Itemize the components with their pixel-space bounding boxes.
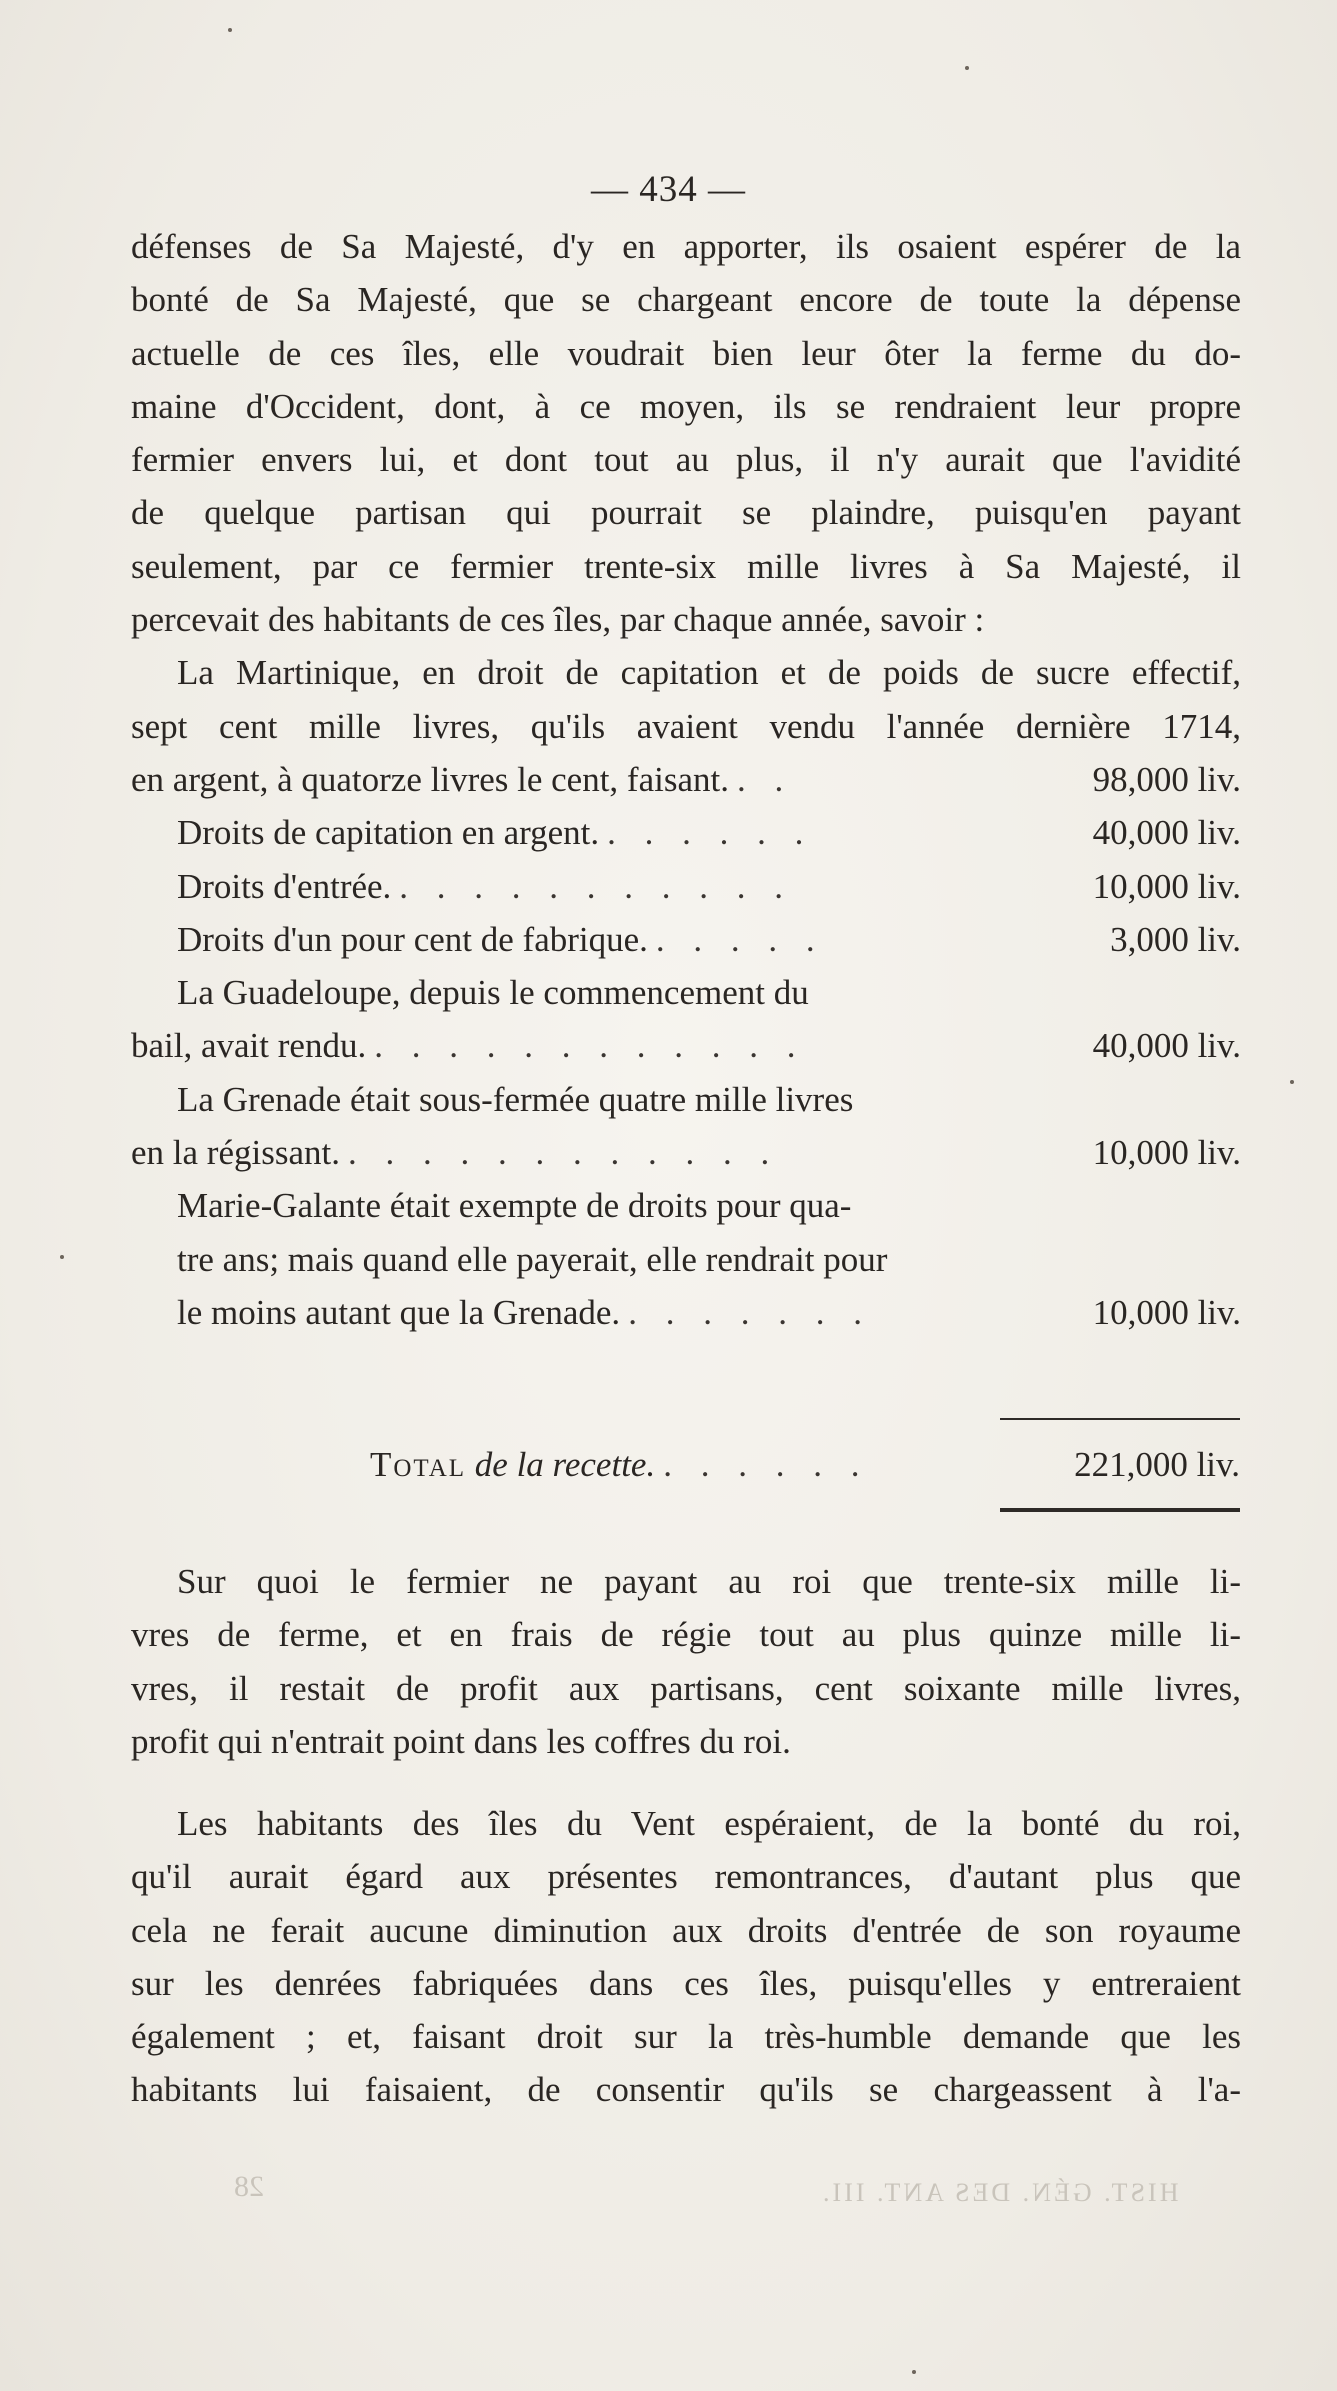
text-line: de quelque partisan qui pourrait se plaindre, puisqu'en payant — [131, 493, 1241, 533]
total-row — [370, 1438, 1240, 1491]
total-label — [370, 1438, 655, 1491]
total-double-rule — [1000, 1508, 1240, 1512]
leader-dots: . . — [736, 759, 794, 799]
entry-label: Droits de capitation en argent. — [177, 813, 600, 853]
sum-rule — [1000, 1418, 1240, 1420]
text-line: sept cent mille livres, qu'ils avaient vendu l'année dernière 1714, — [131, 706, 1241, 746]
entry-label-line: La Guadeloupe, depuis le commencement du — [177, 973, 809, 1013]
text-line: habitants lui faisaient, de consentir qu'ils se chargeassent à l'a- — [131, 2070, 1241, 2110]
entry-label: en la régissant. — [131, 1133, 340, 1173]
paragraph-3 — [131, 1797, 1241, 2117]
revenue-entry-martinique — [131, 753, 1241, 806]
revenue-entry-capitation — [131, 806, 1241, 859]
paragraph-2 — [131, 1555, 1241, 1768]
entry-amount: 98,000 liv. — [1092, 759, 1241, 799]
text-line: profit qui n'entrait point dans les coffres du roi. — [131, 1721, 791, 1761]
text-line: vres, il restait de profit aux partisans, cent soixante mille livres, — [131, 1668, 1241, 1708]
text-line: percevait des habitants de ces îles, par chaque année, savoir : — [131, 600, 985, 640]
entry-amount: 3,000 liv. — [1110, 919, 1241, 959]
leader-dots: . . . . . . . . . . . — [399, 866, 794, 906]
leader-dots: . . . . . . . . . . . . — [374, 1026, 806, 1066]
speck — [912, 2370, 916, 2374]
revenue-entry-grenade — [131, 1126, 1241, 1179]
leader-dots: . . . . . . — [663, 1445, 870, 1484]
entry-label: en argent, à quatorze livres le cent, faisant. — [131, 759, 729, 799]
total-label-caps: Total — [370, 1445, 467, 1484]
text-line: défenses de Sa Majesté, d'y en apporter, ils osaient espérer de la — [131, 227, 1241, 266]
entry-label-line: Marie-Galante était exempte de droits pour qua- — [177, 1186, 852, 1226]
bleed-signature-title: HIST. GÉN. DES ANT. III. — [820, 2178, 1179, 2207]
paragraph-1 — [131, 220, 1241, 1339]
page-number: — 434 — — [591, 169, 746, 210]
entry-amount: 10,000 liv. — [1092, 866, 1241, 906]
revenue-entry-marie-galante — [131, 1286, 1241, 1339]
total-label-italic: de la recette. — [474, 1445, 656, 1484]
text-line: actuelle de ces îles, elle voudrait bien leur ôter la ferme du do- — [131, 333, 1241, 373]
leader-dots: . . . . . . . . . . . . — [347, 1133, 780, 1173]
text-line: La Martinique, en droit de capitation et de poids de sucre effectif, — [177, 653, 1241, 693]
entry-amount: 10,000 liv. — [1092, 1292, 1241, 1332]
entry-label-line: La Grenade était sous-fermée quatre mille livres — [177, 1079, 854, 1119]
speck — [965, 66, 969, 70]
entry-label: le moins autant que la Grenade. — [177, 1292, 621, 1332]
text-line: seulement, par ce fermier trente-six mille livres à Sa Majesté, il — [131, 546, 1241, 586]
bleed-signature-number: 28 — [234, 2170, 264, 2203]
speck — [1290, 1080, 1294, 1084]
entry-amount: 40,000 liv. — [1092, 1026, 1241, 1066]
speck — [228, 28, 232, 32]
text-line: qu'il aurait égard aux présentes remontrances, d'autant plus que — [131, 1857, 1241, 1897]
text-line: fermier envers lui, et dont tout au plus, il n'y aurait que l'avidité — [131, 440, 1241, 480]
total-amount: 221,000 liv. — [1074, 1445, 1240, 1484]
entry-label: bail, avait rendu. — [131, 1026, 367, 1066]
text-line: également ; et, faisant droit sur la très-humble demande que les — [131, 2017, 1241, 2057]
text-line: cela ne ferait aucune diminution aux droits d'entrée de son royaume — [131, 1910, 1241, 1950]
text-line: maine d'Occident, dont, à ce moyen, ils se rendraient leur propre — [131, 386, 1241, 426]
text-line: bonté de Sa Majesté, que se chargeant encore de toute la dépense — [131, 280, 1241, 320]
text-line: sur les denrées fabriquées dans ces îles, puisqu'elles y entreraient — [131, 1963, 1241, 2003]
leader-dots: . . . . . — [655, 919, 825, 959]
leader-dots: . . . . . . — [607, 813, 814, 853]
footer-bleedthrough — [0, 2170, 1337, 2230]
revenue-entry-entree — [131, 860, 1241, 913]
entry-amount: 10,000 liv. — [1092, 1133, 1241, 1173]
entry-amount: 40,000 liv. — [1092, 813, 1241, 853]
entry-label: Droits d'entrée. — [177, 866, 392, 906]
text-line: Les habitants des îles du Vent espéraient, de la bonté du roi, — [177, 1804, 1241, 1843]
revenue-entry-guadeloupe — [131, 1019, 1241, 1072]
revenue-entry-fabrique — [131, 913, 1241, 966]
text-line: vres de ferme, et en frais de régie tout au plus quinze mille li- — [131, 1615, 1241, 1655]
speck — [60, 1255, 64, 1259]
text-line: Sur quoi le fermier ne payant au roi que trente-six mille li- — [177, 1562, 1241, 1601]
entry-label: Droits d'un pour cent de fabrique. — [177, 919, 648, 959]
entry-label-line: tre ans; mais quand elle payerait, elle rendrait pour — [177, 1239, 888, 1279]
leader-dots: . . . . . . . — [628, 1292, 872, 1332]
